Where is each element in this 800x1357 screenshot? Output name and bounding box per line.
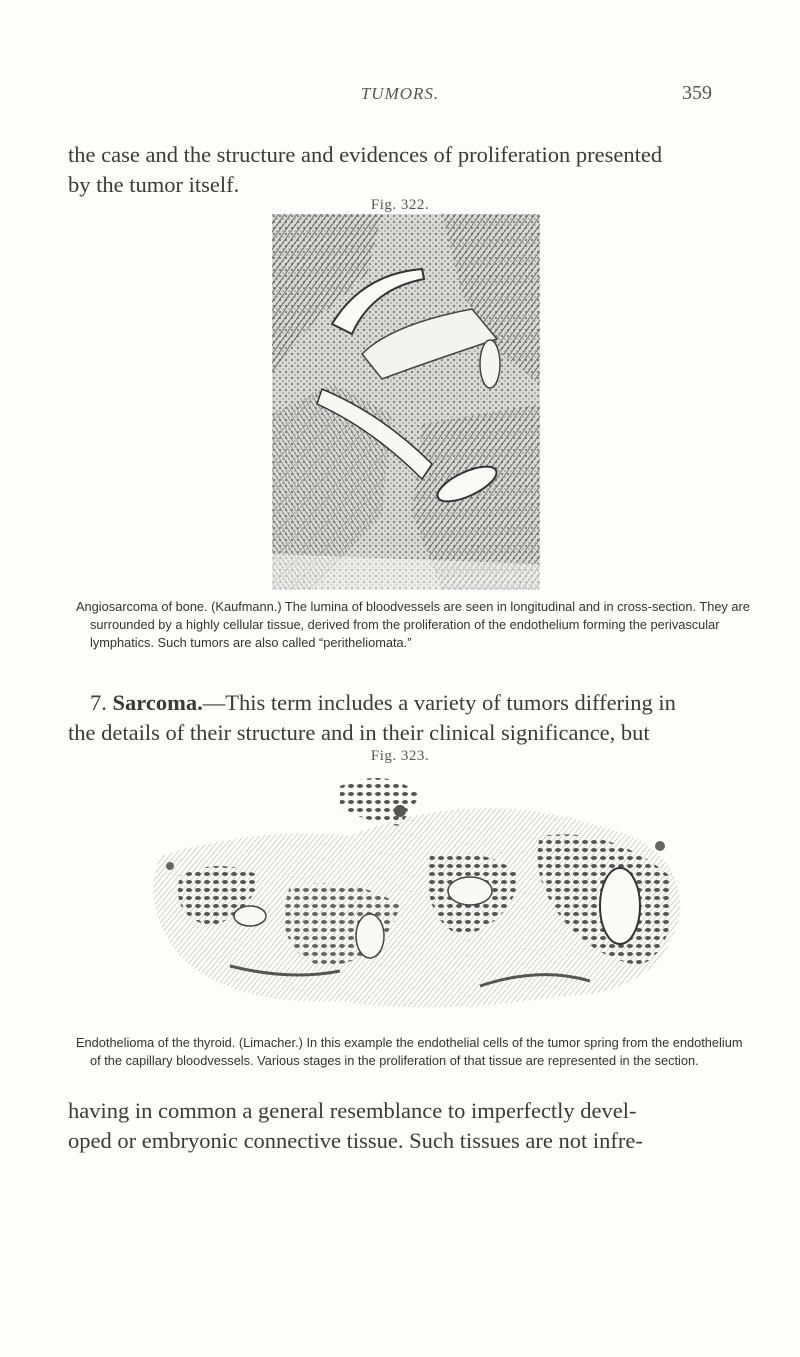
sarcoma-line-1: [68, 688, 738, 718]
figure-323-image: [140, 766, 700, 1026]
page-number: 359: [682, 82, 712, 104]
angiosarcoma-illustration: [272, 214, 540, 590]
figure-322-caption: Angiosarcoma of bone. (Kaufmann.) The lumina of bloodvessels are seen in longitudinal and in cross-section. They are surrounded by a highly cellular tissue, derived from the proliferation of the endothelium forming the perivascular lymphatics. Such tumors are also called “peritheliomata.”: [76, 599, 750, 650]
sarcoma-text-1: —This term includes a variety of tumors differing in: [202, 690, 676, 715]
figure-323-caption: Endothelioma of the thyroid. (Limacher.) In this example the endothelial cells of the tumor spring from the endothelium of the capillary bloodvessels. Various stages in the proliferation of that tissue are represented in the section.: [76, 1035, 743, 1068]
figure-322-image: [272, 214, 540, 590]
sarcoma-section: [68, 688, 738, 748]
closing-paragraph: [68, 1096, 738, 1156]
endothelioma-illustration: [140, 766, 700, 1026]
section-number: 7.: [90, 690, 107, 715]
intro-line-1: the case and the structure and evidences of proliferation presented: [68, 142, 663, 167]
closing-line-2: oped or embryonic connective tissue. Such tissues are not infre-: [68, 1128, 643, 1153]
running-header: TUMORS.: [360, 84, 440, 103]
intro-paragraph: [68, 140, 738, 200]
intro-line-2: by the tumor itself.: [68, 172, 240, 197]
figure-322-label: Fig. 322.: [370, 197, 430, 213]
figure-323-label: Fig. 323.: [370, 748, 430, 764]
sarcoma-line-2: the details of their structure and in their clinical significance, but: [68, 720, 650, 745]
section-heading: Sarcoma.: [112, 690, 203, 715]
closing-line-1: having in common a general resemblance to imperfectly devel-: [68, 1098, 637, 1123]
